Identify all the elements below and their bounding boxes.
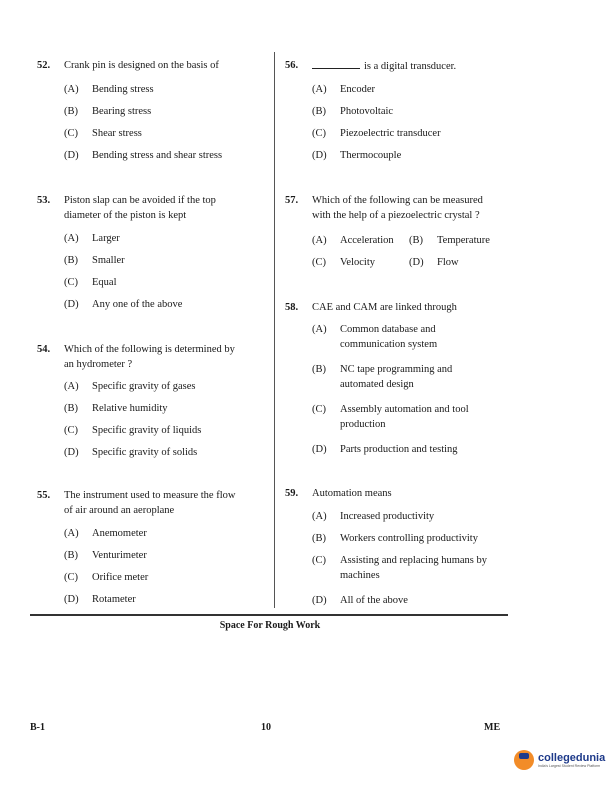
option: (B) Bearing stress (64, 106, 152, 117)
option: (A) Anemometer (64, 528, 147, 539)
option: (D) Bending stress and shear stress (64, 150, 223, 161)
question-number: 56. (285, 60, 299, 71)
option: (A) Encoder (312, 84, 375, 95)
rough-work-label: Space For Rough Work (219, 620, 321, 631)
section-divider (30, 614, 508, 616)
column-divider (274, 52, 275, 608)
footer-page-number: 10 (261, 722, 271, 733)
logo-icon (514, 750, 534, 770)
collegedunia-logo (514, 750, 605, 770)
answer-blank (312, 58, 360, 69)
option: (A) Larger (64, 233, 120, 244)
question-text: Crank pin is designed on the basis of (64, 60, 219, 71)
option: (B) Temperature (409, 235, 490, 246)
option: (B) Relative humidity (64, 403, 168, 414)
question-number: 57. (285, 195, 299, 206)
question-number: 52. (37, 60, 51, 71)
option: (C) Orifice meter (64, 572, 149, 583)
option: (C) Equal (64, 277, 117, 288)
option: (D) All of the above (312, 595, 408, 606)
option: (C) Piezoelectric transducer (312, 128, 441, 139)
option: (D) Flow (409, 257, 459, 268)
footer-booklet-code: B-1 (30, 722, 45, 733)
question-text: Automation means (312, 488, 392, 499)
option: (A) Common database and communication system (312, 324, 438, 350)
option: (B) Photovoltaic (312, 106, 394, 117)
option: (D) Any one of the above (64, 299, 183, 310)
question-number: 54. (37, 344, 51, 355)
option: (C) Assisting and replacing humans by machines (312, 555, 487, 581)
option: (A) Specific gravity of gases (64, 381, 196, 392)
question-text: is a digital transducer. (312, 58, 456, 74)
option: (D) Parts production and testing (312, 444, 458, 455)
question-number: 53. (37, 195, 51, 206)
option: (C) Shear stress (64, 128, 142, 139)
option: (B) Workers controlling productivity (312, 533, 478, 544)
question-text: CAE and CAM are linked through (312, 302, 457, 313)
option: (B) Venturimeter (64, 550, 147, 561)
option: (B) Smaller (64, 255, 125, 266)
question-text: Which of the following is determined by an hydrometer ? (64, 344, 235, 370)
question-text: The instrument used to measure the flow of air around an aeroplane (64, 490, 236, 516)
question-text: Which of the following can be measured with the help of a piezoelectric crystal ? (312, 195, 483, 221)
question-number: 58. (285, 302, 299, 313)
option: (C) Specific gravity of liquids (64, 425, 202, 436)
logo-name: collegedunia (538, 751, 606, 764)
option: (A) Increased productivity (312, 511, 435, 522)
option: (A) Bending stress (64, 84, 154, 95)
option: (D) Thermocouple (312, 150, 402, 161)
option: (D) Rotameter (64, 594, 136, 605)
footer-subject-code: ME (484, 722, 501, 733)
option: (D) Specific gravity of solids (64, 447, 198, 458)
option: (A) Acceleration (312, 235, 394, 246)
option: (B) NC tape programming and automated design (312, 364, 453, 390)
question-text: Piston slap can be avoided if the top diameter of the piston is kept (64, 195, 216, 221)
option: (C) Velocity (312, 257, 375, 268)
question-number: 59. (285, 488, 299, 499)
option: (C) Assembly automation and tool production (312, 404, 469, 430)
logo-tagline: India's Largest Student Review Platform (538, 763, 601, 768)
question-number: 55. (37, 490, 51, 501)
